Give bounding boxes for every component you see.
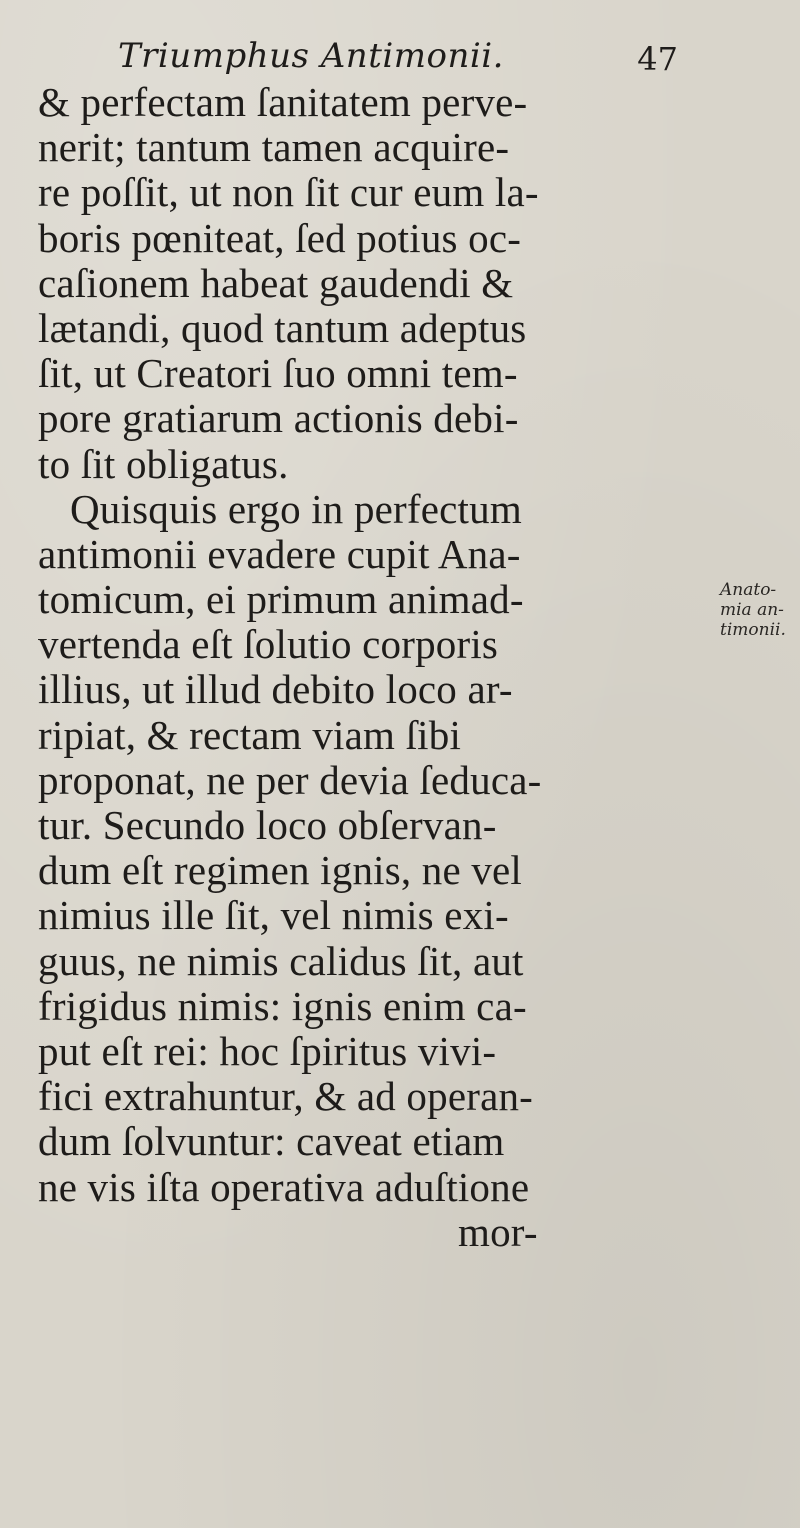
text-line: lætandi, quod tantum adeptus bbox=[38, 304, 527, 351]
text-line: put eſt rei: hoc ſpiritus vivi- bbox=[38, 1027, 497, 1074]
running-title: Triumphus Antimonii. bbox=[118, 36, 504, 76]
text-line: tur. Secundo loco obſervan- bbox=[38, 802, 497, 848]
running-head bbox=[118, 18, 678, 78]
marginal-note bbox=[720, 580, 800, 640]
text-line: nimius ille ſit, vel nimis exi- bbox=[38, 892, 509, 939]
text-line: nerit; tantum tamen acquire- bbox=[38, 124, 510, 171]
text-line: antimonii evadere cupit Ana- bbox=[38, 530, 521, 577]
page-number: 47 bbox=[637, 40, 678, 78]
main-text-block bbox=[38, 80, 718, 1255]
text-line: dum eſt regimen ignis, ne vel bbox=[38, 847, 523, 894]
text-line: illius, ut illud debito loco ar- bbox=[38, 666, 513, 713]
text-line: dum ſolvuntur: caveat etiam bbox=[38, 1118, 505, 1165]
text-line: caſionem habeat gaudendi & bbox=[38, 259, 514, 306]
text-line: frigidus nimis: ignis enim ca- bbox=[38, 982, 527, 1029]
text-line: ſit, ut Creatori ſuo omni tem- bbox=[38, 350, 518, 397]
text-line: re poſſit, ut non ſit cur eum la- bbox=[38, 169, 539, 216]
text-line: proponat, ne per devia ſeduca- bbox=[38, 756, 542, 803]
text-line: ripiat, & rectam viam ſibi bbox=[38, 711, 462, 758]
text-line: pore gratiarum actionis debi- bbox=[38, 395, 519, 442]
catchword: mor- bbox=[458, 1208, 538, 1255]
text-line: to ſit obligatus. bbox=[38, 440, 289, 487]
text-line: & perfectam ſanitatem perve- bbox=[38, 79, 528, 125]
marginal-note-line: Anato- bbox=[720, 580, 777, 600]
marginal-note-line: mia an- bbox=[720, 600, 784, 620]
text-line: boris pœniteat, ſed potius oc- bbox=[38, 214, 522, 261]
paragraph-start-line: Quisquis ergo in perfectum bbox=[70, 485, 522, 532]
text-line: guus, ne nimis calidus ſit, aut bbox=[38, 937, 524, 984]
text-line: vertenda eſt ſolutio corporis bbox=[38, 621, 499, 668]
marginal-note-line: timonii. bbox=[720, 620, 786, 640]
text-line: ne vis iſta operativa aduſtione bbox=[38, 1163, 530, 1210]
text-line: tomicum, ei primum animad- bbox=[38, 576, 524, 623]
text-line: fici extrahuntur, & ad operan- bbox=[38, 1073, 534, 1120]
